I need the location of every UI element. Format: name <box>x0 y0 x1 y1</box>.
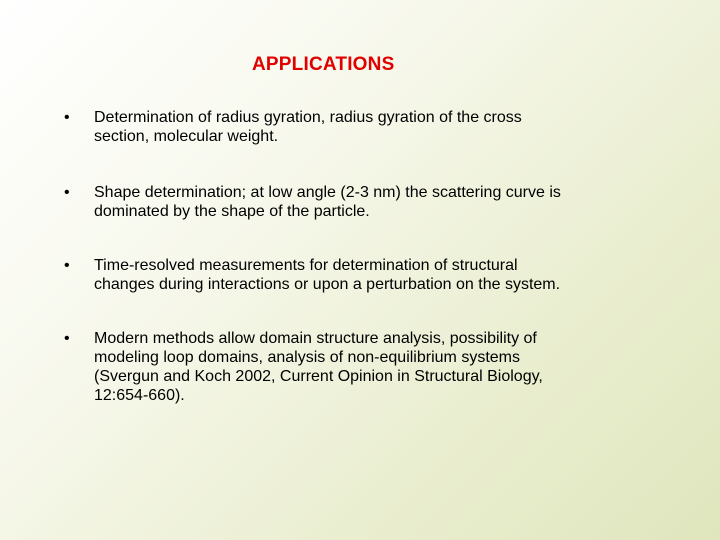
bullet-line: Modern methods allow domain structure analysis, possibility of <box>94 330 537 347</box>
bullet-line: changes during interactions or upon a perturbation on the system. <box>94 276 561 293</box>
bullet-icon: • <box>64 330 70 347</box>
bullet-line: (Svergun and Koch 2002, Current Opinion in Structural Biology, <box>94 368 543 385</box>
bullet-line: 12:654-660). <box>94 387 185 404</box>
bullet-icon: • <box>64 109 70 126</box>
slide-title: APPLICATIONS <box>252 54 395 75</box>
bullet-line: modeling loop domains, analysis of non-equilibrium systems <box>94 349 520 366</box>
bullet-icon: • <box>64 184 70 201</box>
bullet-line: dominated by the shape of the particle. <box>94 203 370 220</box>
bullet-text <box>94 108 674 146</box>
bullet-icon: • <box>64 257 70 274</box>
bullet-line: section, molecular weight. <box>94 128 279 145</box>
bullet-line: Shape determination; at low angle (2-3 nm) the scattering curve is <box>94 184 561 201</box>
bullet-text <box>94 256 674 294</box>
bullet-text <box>94 329 674 405</box>
bullet-line: Determination of radius gyration, radius gyration of the cross <box>94 109 522 126</box>
bullet-text <box>94 183 674 221</box>
bullet-line: Time-resolved measurements for determination of structural <box>94 257 518 274</box>
